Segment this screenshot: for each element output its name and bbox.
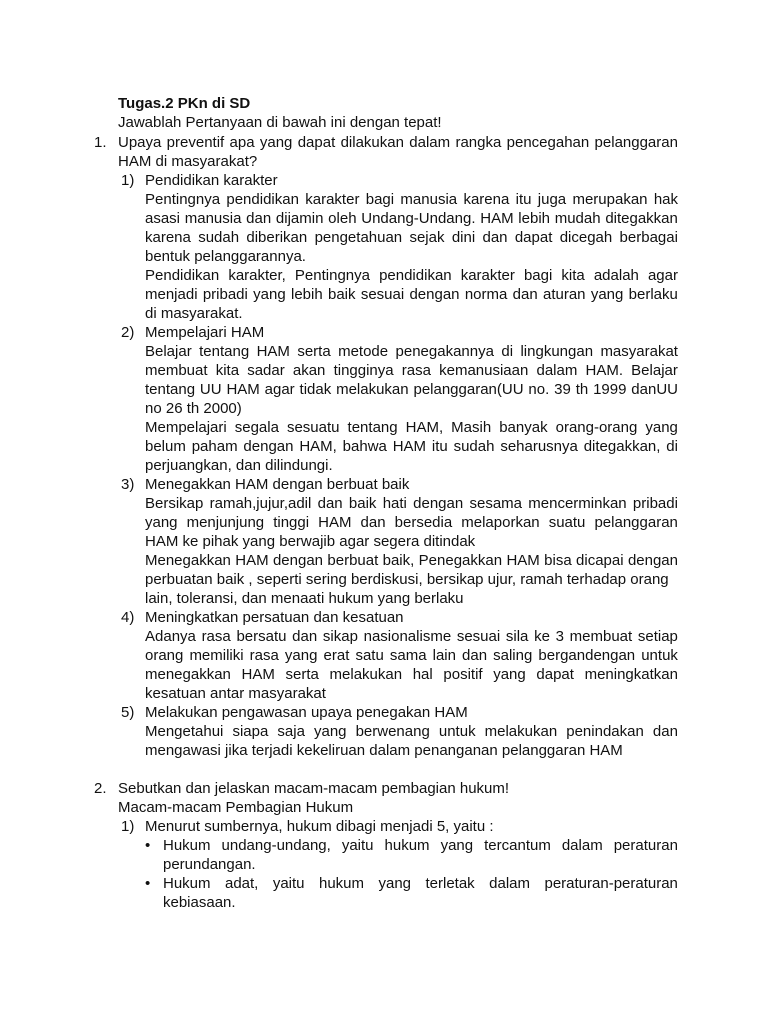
item-3-line-3: HAM ke pihak yang berwajib agar segera ditindak [145,533,476,550]
item-2-number: 2) [121,324,135,341]
item-4-line-3: menegakkan HAM serta melakukan hal positif yang dapat meningkatkan [145,666,678,683]
question-1-line-2: HAM di masyarakat? [118,153,258,170]
question-2-line: Sebutkan dan jelaskan macam-macam pembagian hukum! [118,780,510,797]
bullet-2-line-1: Hukum adat, yaitu hukum yang terletak dalam peraturan-peraturan [163,875,678,892]
bullet-1-line-2: perundangan. [163,856,256,873]
q2-item-1-number: 1) [121,818,135,835]
item-2-line-5: Mempelajari segala sesuatu tentang HAM, Masih banyak orang-orang yang [145,419,678,436]
bullet-2-line-2: kebiasaan. [163,894,236,911]
item-3-line-5: perbuatan baik , seperti sering berdiskusi, bersikap ujur, ramah terhadap orang [145,571,669,588]
item-4-line-4: kesatuan antar masyarakat [145,685,326,702]
item-1-heading: Pendidikan karakter [145,172,278,189]
bullet-1-line-1: Hukum undang-undang, yaitu hukum yang tercantum dalam peraturan [163,837,678,854]
item-3-line-6: lain, toleransi, dan menaati hukum yang berlaku [145,590,464,607]
item-3-line-4: Menegakkan HAM dengan berbuat baik, Penegakkan HAM bisa dicapai dengan [145,552,678,569]
item-1-line-3: karena sudah diberikan pengetahuan sejak dini dan dapat dicegah berbagai [145,229,678,246]
item-3-heading: Menegakkan HAM dengan berbuat baik [145,476,410,493]
item-2-heading: Mempelajari HAM [145,324,265,341]
item-1-line-1: Pentingnya pendidikan karakter bagi manusia karena itu juga merupakan hak [145,191,678,208]
item-4-number: 4) [121,609,135,626]
item-4-heading: Meningkatkan persatuan dan kesatuan [145,609,404,626]
item-1-line-5: Pendidikan karakter, Pentingnya pendidikan karakter bagi kita adalah agar [145,267,678,284]
item-3-line-1: Bersikap ramah,jujur,adil dan baik hati dengan sesama mencerminkan pribadi [145,495,678,512]
question-2-subtitle: Macam-macam Pembagian Hukum [118,799,354,816]
item-2-line-7: perjuangkan, dan dilindungi. [145,457,333,474]
item-4-line-2: orang memiliki rasa yang erat satu sama lain dan saling bergandengan untuk [145,647,678,664]
item-2-line-4: no 26 th 2000) [145,400,242,417]
item-5-line-2: mengawasi jika terjadi kekeliruan dalam penanganan pelanggaran HAM [145,742,623,759]
bullet-icon: • [145,837,151,854]
item-1-line-4: bentuk pelanggarannya. [145,248,306,265]
item-2-line-1: Belajar tentang HAM serta metode penegakannya di lingkungan masyarakat [145,343,678,360]
item-4-line-1: Adanya rasa bersatu dan sikap nasionalisme sesuai sila ke 3 membuat setiap [145,628,678,645]
item-3-number: 3) [121,476,135,493]
item-5-number: 5) [121,704,135,721]
item-1-line-2: asasi manusia dan dijamin oleh Undang-Undang. HAM lebih mudah ditegakkan [145,210,678,227]
item-1-line-6: menjadi pribadi yang lebih baik sesuai dengan norma dan aturan yang berlaku [145,286,678,303]
q2-item-1-heading: Menurut sumbernya, hukum dibagi menjadi 5, yaitu : [145,818,494,835]
item-3-line-2: yang menjunjung tinggi HAM dan bersedia melaporkan suatu pelanggaran [145,514,678,531]
instruction: Jawablah Pertanyaan di bawah ini dengan tepat! [118,114,442,131]
item-2-line-6: belum paham dengan HAM, bahwa HAM itu sudah seharusnya ditegakkan, di [145,438,678,455]
item-1-number: 1) [121,172,135,189]
item-2-line-3: tentang UU HAM agar tidak melakukan pelanggaran(UU no. 39 th 1999 danUU [145,381,678,398]
question-2-number: 2. [94,780,107,797]
question-1-number: 1. [94,134,107,151]
question-1-line-1: Upaya preventif apa yang dapat dilakukan dalam rangka pencegahan pelanggaran [118,134,678,151]
item-5-line-1: Mengetahui siapa saja yang berwenang untuk melakukan penindakan dan [145,723,678,740]
item-2-line-2: membuat kita sadar akan tingginya rasa kemanusiaan dalam HAM. Belajar [145,362,678,379]
item-5-heading: Melakukan pengawasan upaya penegakan HAM [145,704,468,721]
bullet-icon: • [145,875,151,892]
document-title: Tugas.2 PKn di SD [118,95,251,112]
item-1-line-7: di masyarakat. [145,305,243,322]
